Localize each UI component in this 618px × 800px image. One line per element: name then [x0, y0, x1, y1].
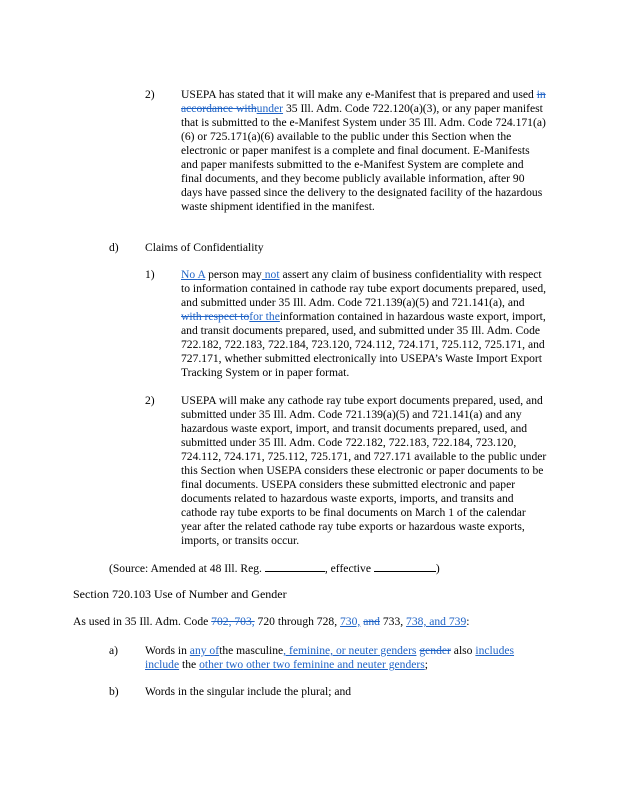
source-reg-blank [265, 560, 325, 572]
a-text-6: other two feminine and neuter genders [243, 658, 425, 671]
c2-text-1: USEPA has stated that it will make any e-Manifest that is prepared and used [181, 88, 537, 101]
source-note [109, 560, 440, 576]
intro-inserted-1: 730, [340, 615, 361, 628]
item-d2-text: USEPA will make any cathode ray tube export documents prepared, used, and submitted under 35 Ill. Adm. Code 721.139(a)(5) and 721.141(a) and any hazardous waste export, import, and transit documents prepared, used, and submitted under 35 Ill. Adm. Code 722.182, 722.183, 722.184, 723.120, 724.112, 724.171, 725.112, 725.171, and 727.171 available to the public under this Section when USEPA considers these electronic or paper documents to be final documents. USEPA considers these submitted electronic and paper documents related to hazardous waste exports, imports, and transits and cathode ray tube exports to be final documents on March 1 of the calendar year after the related cathode ray tube exports or hazardous waste exports, imports, or transits occur. [181, 394, 547, 547]
intro-inserted-2: 738, and 739 [406, 615, 467, 628]
a-inserted-1: any of [189, 644, 220, 657]
item-d-number: d) [109, 241, 119, 254]
section-heading: Section 720.103 Use of Number and Gender [73, 587, 287, 601]
d1-inserted-not: not [261, 268, 280, 281]
c2-deleted-text: in accordance with [181, 88, 546, 115]
item-c2-text [181, 88, 547, 214]
intro-deleted-1: 702, 703, [211, 615, 255, 628]
item-a-number: a) [109, 644, 119, 657]
d1-text-3: information contained in hazardous waste export, import, and transit documents prepared, used, and submitted under 35 Ill. Adm. Code 722.182, 722.183, 722.184, 723.120, 724.112, 724.171, 725.112, 725.171, and 727.171, whether submitted electronically into USEPA’s Waste Import Export Tracking System or in paper format. [181, 310, 546, 379]
source-text-2: , effective [324, 562, 374, 575]
a-text-7: ; [424, 658, 429, 671]
c2-inserted-text: under [256, 102, 284, 115]
d1-inserted-a: A [197, 268, 206, 281]
source-effective-blank [374, 560, 436, 572]
a-text-1: Words in [145, 644, 190, 657]
a-deleted-1: gender [419, 644, 451, 657]
d1-text-2: assert any claim of business confidentiality with respect to information contained in cathode ray tube export documents prepared, used, and submitted under 35 Ill. Adm. Code 721.139(a)(5) and 721.141(a), and [181, 268, 547, 309]
intro-deleted-2: and [363, 615, 380, 628]
intro-text-4: 733, [379, 615, 407, 628]
c2-text-2: 35 Ill. Adm. Code 722.120(a)(3), or any paper manifest that is submitted to the e-Manifest System under 35 Ill. Adm. Code 724.171(a)(6) or 725.171(a)(6) available to the public under this Section when the electronic or paper manifest is a complete and final document. E-Manifests and paper manifests submitted to the e-Manifest System are complete and final documents, and they become publicly available information, after 90 days have passed since the delivery to the designated facility of the hazardous waste shipment identified in the manifest. [181, 102, 546, 213]
a-inserted-2: , feminine, or neuter genders [283, 644, 417, 657]
item-d2-number: 2) [145, 394, 155, 407]
section-intro [73, 615, 470, 629]
item-d1-number: 1) [145, 268, 155, 281]
item-b-number: b) [109, 685, 119, 698]
a-inserted-4: other two [199, 658, 244, 671]
d1-inserted-for-the: for the [249, 310, 280, 323]
a-text-5: the [179, 658, 200, 671]
item-d-title: Claims of Confidentiality [145, 241, 264, 254]
a-inserted-3: includes include [145, 644, 515, 671]
a-text-2: the masculine [219, 644, 284, 657]
a-text-4: also [450, 644, 476, 657]
item-b-text: Words in the singular include the plural; and [145, 685, 352, 698]
d1-text-1: person may [205, 268, 262, 281]
intro-text-2: 720 through 728, [254, 615, 340, 628]
source-text-3: ) [435, 562, 440, 575]
source-text-1: (Source: Amended at 48 Ill. Reg. [109, 562, 265, 575]
intro-text-1: As used in 35 Ill. Adm. Code [73, 615, 212, 628]
d1-inserted-no: No [181, 268, 198, 281]
intro-text-5: : [466, 615, 470, 628]
d1-deleted-text: with respect to [181, 310, 250, 323]
item-c2-number: 2) [145, 88, 155, 101]
item-d1-text [181, 268, 547, 380]
item-a-text [145, 644, 545, 672]
